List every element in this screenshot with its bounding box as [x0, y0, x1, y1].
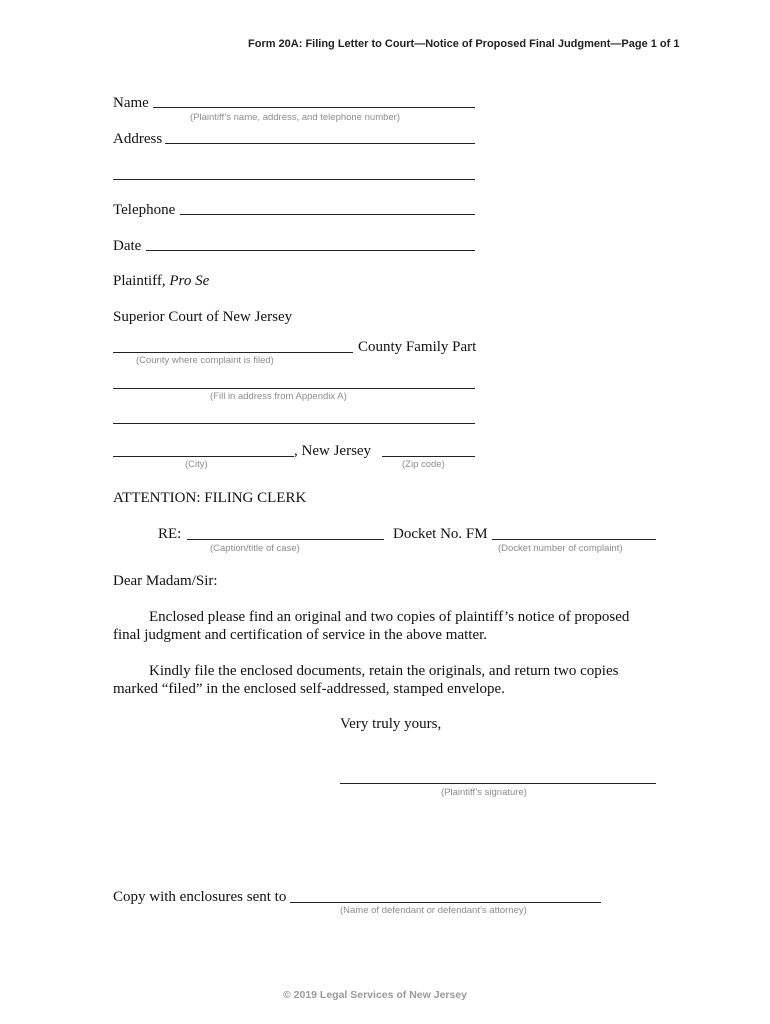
address-field-2[interactable]	[113, 179, 475, 180]
closing: Very truly yours,	[340, 716, 442, 732]
telephone-field[interactable]	[180, 214, 475, 215]
court-address-field-2[interactable]	[113, 423, 475, 424]
docket-label: Docket No. FM	[393, 526, 488, 542]
address-field-1[interactable]	[165, 143, 475, 144]
date-label: Date	[113, 238, 142, 254]
salutation: Dear Madam/Sir:	[113, 573, 218, 589]
copyright-footer: © 2019 Legal Services of New Jersey	[283, 989, 468, 1001]
caption-hint: (Caption/title of case)	[210, 543, 300, 554]
re-label: RE:	[158, 526, 182, 542]
court-name: Superior Court of New Jersey	[113, 309, 293, 325]
city-hint: (City)	[185, 459, 208, 470]
court-address-field-1[interactable]	[113, 388, 475, 389]
telephone-label: Telephone	[113, 202, 176, 218]
caption-field[interactable]	[187, 539, 384, 540]
county-family-part-label: County Family Part	[358, 339, 477, 355]
plaintiff-pro-se	[113, 272, 209, 290]
county-field[interactable]	[113, 352, 353, 353]
name-field[interactable]	[153, 107, 475, 108]
attention-line: ATTENTION: FILING CLERK	[113, 490, 307, 506]
new-jersey-label: , New Jersey	[294, 443, 372, 459]
signature-hint: (Plaintiff’s signature)	[441, 787, 527, 798]
copy-hint: (Name of defendant or defendant’s attorney)	[340, 905, 527, 916]
zip-hint: (Zip code)	[402, 459, 445, 470]
name-hint: (Plaintiff’s name, address, and telephone number)	[190, 112, 401, 123]
paragraph-1-line-2: final judgment and certification of service in the above matter.	[113, 627, 488, 643]
city-field[interactable]	[113, 456, 294, 457]
pro-se-label: Pro Se	[169, 273, 210, 289]
copy-recipient-field[interactable]	[290, 902, 601, 903]
paragraph-2-line-1: Kindly file the enclosed documents, retain the originals, and return two copies	[149, 663, 619, 679]
paragraph-1-line-1: Enclosed please find an original and two copies of plaintiff’s notice of proposed	[149, 609, 630, 625]
county-hint: (County where complaint is filed)	[136, 355, 274, 366]
court-address-hint: (Fill in address from Appendix A)	[210, 391, 347, 402]
address-label: Address	[113, 131, 163, 147]
copy-label: Copy with enclosures sent to	[113, 889, 287, 905]
date-field[interactable]	[146, 250, 475, 251]
signature-field[interactable]	[340, 783, 656, 784]
zip-field[interactable]	[382, 456, 475, 457]
paragraph-2-line-2: marked “filed” in the enclosed self-addressed, stamped envelope.	[113, 681, 505, 697]
plaintiff-label: Plaintiff,	[113, 273, 166, 289]
docket-hint: (Docket number of complaint)	[498, 543, 623, 554]
form-header: Form 20A: Filing Letter to Court—Notice of Proposed Final Judgment—Page 1 of 1	[248, 38, 680, 50]
docket-field[interactable]	[492, 539, 656, 540]
name-label: Name	[113, 95, 149, 111]
